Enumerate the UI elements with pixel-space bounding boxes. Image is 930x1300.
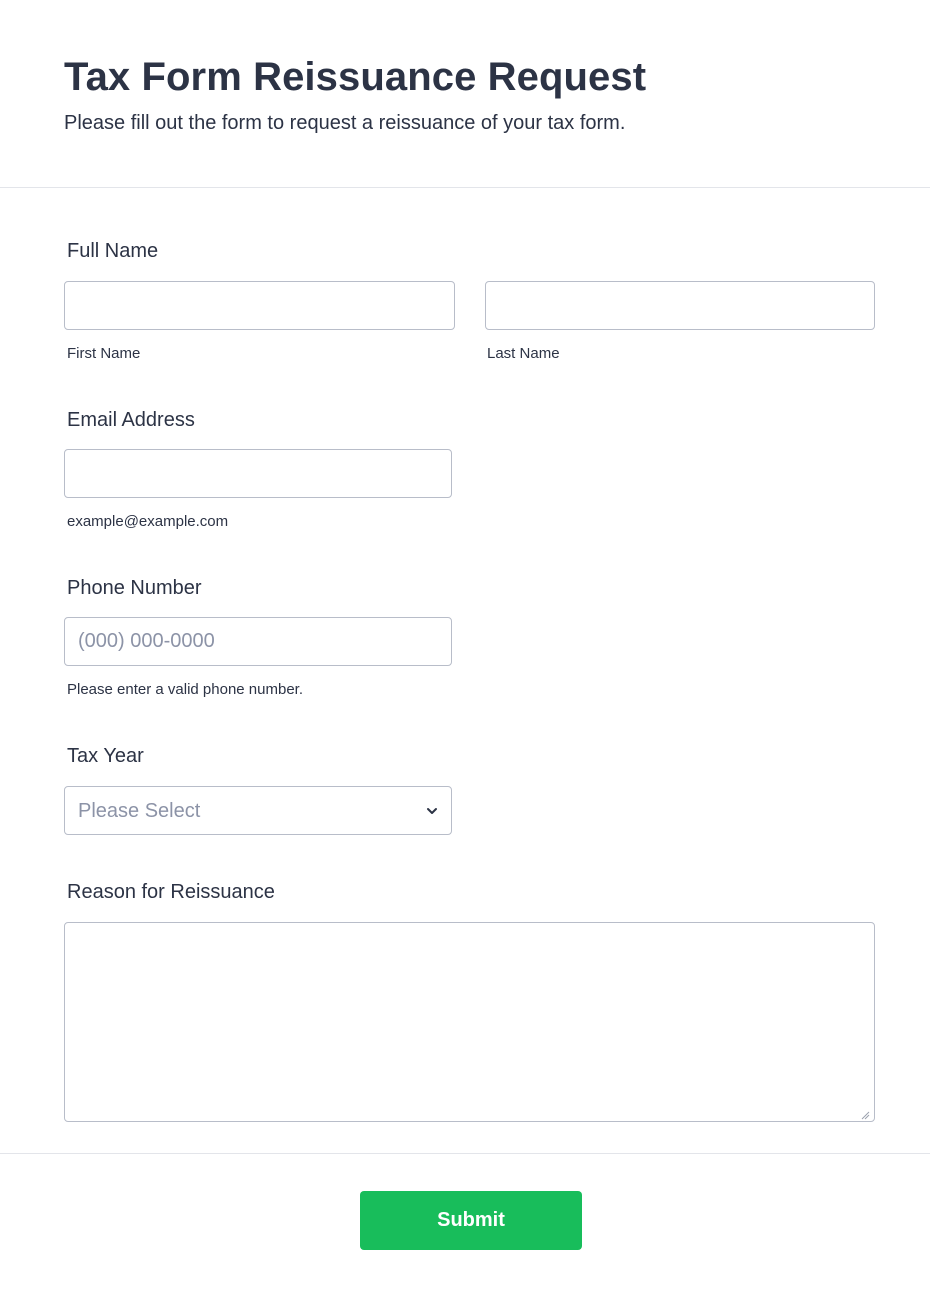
- email-sublabel: example@example.com: [67, 513, 229, 530]
- tax-year-select[interactable]: [64, 786, 452, 835]
- chevron-down-icon: [425, 804, 439, 818]
- last-name-sublabel: Last Name: [487, 345, 560, 362]
- email-label: Email Address: [67, 409, 195, 431]
- form-header: [0, 0, 930, 188]
- email-input[interactable]: [64, 449, 452, 498]
- footer-divider: [0, 1153, 930, 1154]
- page-title: Tax Form Reissuance Request: [64, 55, 647, 99]
- first-name-sublabel: First Name: [67, 345, 141, 362]
- phone-input[interactable]: [64, 617, 452, 666]
- reason-label: Reason for Reissuance: [67, 881, 275, 903]
- phone-sublabel: Please enter a valid phone number.: [67, 681, 303, 698]
- first-name-input[interactable]: [64, 281, 455, 330]
- resize-grip-icon[interactable]: [860, 1107, 870, 1117]
- submit-button[interactable]: Submit: [360, 1191, 582, 1250]
- reason-textarea[interactable]: [64, 922, 875, 1122]
- last-name-input[interactable]: [485, 281, 875, 330]
- tax-year-selected-value: Please Select: [78, 800, 201, 822]
- phone-label: Phone Number: [67, 577, 202, 599]
- full-name-label: Full Name: [67, 240, 159, 262]
- tax-year-label: Tax Year: [67, 745, 144, 767]
- page-subtitle: Please fill out the form to request a reissuance of your tax form.: [64, 112, 626, 134]
